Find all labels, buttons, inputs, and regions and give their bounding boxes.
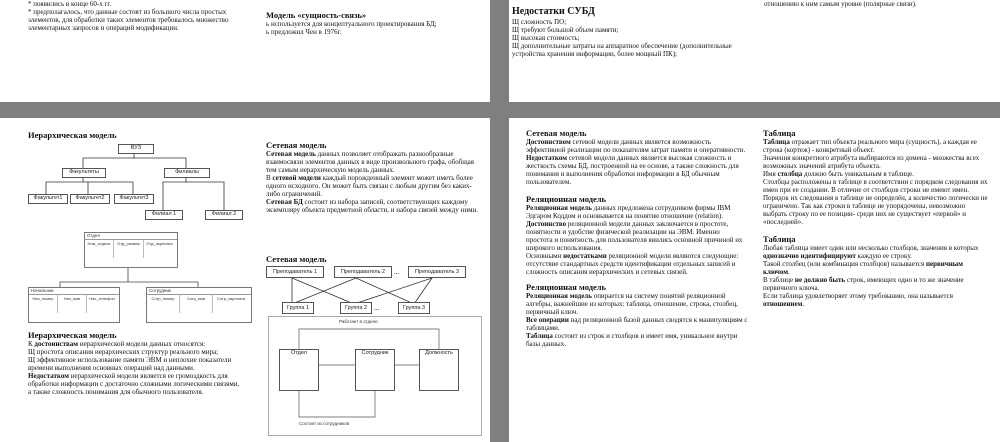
relational-text-column bbox=[526, 128, 748, 348]
text-run: К bbox=[28, 340, 35, 348]
er-model-block bbox=[266, 10, 481, 36]
record-dept bbox=[84, 232, 178, 268]
text-run: сетевой модели данных является возможность эффективной реализации по показателям затрат памяти и оперативности. bbox=[526, 138, 746, 154]
text-run: данных позволяет отображать разнообразные взаимосвязи элементов данных в виде произвольного графа, обобщая тем самым иерархическую модель данных. bbox=[266, 150, 475, 174]
hier-title-block bbox=[28, 130, 116, 140]
paragraph bbox=[526, 204, 748, 220]
record-dept-title: Отдел bbox=[85, 233, 177, 240]
group-node: Группа 1 bbox=[282, 302, 314, 314]
text-run-bold: Сетевая модель bbox=[266, 150, 316, 158]
network-title: Сетевая модель bbox=[266, 140, 327, 150]
er-model-line: ь предложил Чен в 1976г. bbox=[266, 28, 342, 36]
record-field: Нач_имя bbox=[58, 295, 87, 313]
text-run: Основными bbox=[526, 252, 564, 260]
bullet-item: * предполагалось, что данные состоят из большого числа простых элементов, для обработки таких элементов требовалось множество элементарных запросов и операций модификации. bbox=[28, 8, 229, 32]
section-title: Реляционная модель bbox=[526, 282, 607, 292]
hier-advantage-item: Щ эффективное использование памяти ЭВМ и неплохие показатели времени выполнения основных операций над данными. bbox=[28, 356, 232, 372]
text-run-bold: Недостатком bbox=[526, 154, 567, 162]
section-title: Реляционная модель bbox=[526, 194, 607, 204]
paragraph bbox=[763, 170, 989, 178]
text-run-bold: недостатками bbox=[563, 252, 607, 260]
teacher-node: Преподаватель 3 bbox=[408, 266, 466, 278]
drawback-item: Щ требуют большой объем памяти; bbox=[512, 26, 619, 34]
tree-node-faculty: Факультет2 bbox=[70, 194, 110, 204]
text-run-bold: однозначно идентифицируют bbox=[763, 252, 856, 260]
drawback-item: Щ сложность ПО; bbox=[512, 18, 567, 26]
network-para bbox=[266, 150, 478, 174]
record-boss bbox=[28, 287, 120, 323]
text-run: . bbox=[802, 300, 805, 308]
text-run-bold: отношением bbox=[763, 300, 803, 308]
paragraph bbox=[526, 138, 748, 154]
slide-page-2 bbox=[509, 0, 1000, 102]
text-run: иерархической модели является ее громоздкость для обработки информации с достаточно сложными логическими связями, а также сложность понимания для обычного пользователя. bbox=[28, 372, 240, 396]
drawback-item: Щ высокая стоимость; bbox=[512, 34, 580, 42]
tree-node-branch: Филиал 2 bbox=[205, 210, 243, 220]
text-run-bold: Достоинством bbox=[526, 138, 571, 146]
text-run: Любая таблица имеет один или несколько столбцов, значения в которых bbox=[763, 244, 979, 252]
tree-node-faculty: Факультет1 bbox=[28, 194, 68, 204]
text-run-bold: Все операции bbox=[526, 316, 569, 324]
text-run-bold: сетевой модели bbox=[272, 174, 321, 182]
slide-page-1 bbox=[0, 0, 490, 102]
text-run-bold: Сетевая БД bbox=[266, 198, 303, 206]
text-run: Имя bbox=[763, 170, 778, 178]
record-field: Сотр_имя bbox=[180, 295, 213, 313]
text-run-bold: Реляционная модель bbox=[526, 204, 592, 212]
text-run: данных предложена сотрудником фирмы IBM Эдгаром Коддом и основывается на понятии отношение (relation). bbox=[526, 204, 731, 220]
dbms-drawbacks bbox=[512, 6, 737, 58]
table-text-column bbox=[763, 128, 989, 308]
paragraph bbox=[763, 276, 989, 292]
right-fragment bbox=[764, 0, 1000, 8]
record-field: Нач_телефон bbox=[89, 296, 115, 301]
paragraph bbox=[763, 138, 989, 154]
paragraph bbox=[526, 292, 748, 316]
paragraph bbox=[763, 244, 989, 260]
bullet-item: * появились в конце 60-х гг. bbox=[28, 0, 112, 8]
text-run: каждую ее строку. bbox=[855, 252, 912, 260]
text-run: Если таблица удовлетворяет этому требованию, она называется bbox=[763, 292, 953, 300]
text-run: иерархической модели данных относятся: bbox=[78, 340, 206, 348]
network-para bbox=[266, 198, 478, 214]
section-title: Сетевая модель bbox=[526, 128, 587, 138]
record-field: Сотр_номер bbox=[147, 295, 180, 313]
text-run: отражает тип объекта реального мира (сущность), а каждая ее строка (кортеж) - конкретный объект. bbox=[763, 138, 977, 154]
text-run: строк, имеющих одно и то же значение первичного ключа. bbox=[763, 276, 964, 292]
record-boss-title: Начальник bbox=[29, 288, 119, 295]
ellipsis: ... bbox=[374, 304, 380, 312]
text-run-bold: Таблица bbox=[526, 332, 553, 340]
network-para bbox=[266, 174, 478, 198]
hier-advantages-intro bbox=[28, 340, 240, 348]
network-example-diagram bbox=[268, 316, 482, 436]
paragraph bbox=[763, 292, 989, 308]
paragraph bbox=[526, 332, 748, 348]
group-node: Группа 2 bbox=[340, 302, 372, 314]
network-diagram-title-wrap bbox=[266, 254, 327, 264]
text-run: каждый порожденный элемент может иметь более одного исходного. Он может быть связан с любым другим без каких-либо ограничений. bbox=[266, 174, 473, 198]
paragraph: Значения конкретного атрибута выбираются из домена - множества всех возможных значений атрибута объекта. bbox=[763, 154, 980, 170]
er-model-line: ь используется для концептуального проектирования БД; bbox=[266, 20, 437, 28]
text-run-bold: Реляционная модель bbox=[526, 292, 592, 300]
hier-advantage-item: Щ простота описания иерархических структур реального мира; bbox=[28, 348, 219, 356]
tree-root-node: ВУЗ bbox=[118, 144, 154, 154]
text-run: над реляционной базой данных сводятся к манипуляциям с таблицами. bbox=[526, 316, 748, 332]
record-employee-title: Сотрудник bbox=[147, 288, 251, 295]
network-diagram-title: Сетевая модель bbox=[266, 254, 327, 264]
paragraph bbox=[763, 260, 989, 276]
text-run: реляционной модели являются следующие: отсутствие стандартных средств идентификации отдельных записей и сложность описания иерархических и сетевых связей. bbox=[526, 252, 739, 276]
record-employee bbox=[146, 287, 252, 323]
slide-page-4 bbox=[509, 118, 1000, 442]
entity-box: Должность bbox=[419, 349, 459, 391]
record-field: Отд_размер bbox=[114, 240, 144, 258]
right-fragment-text: отношению к ним самым уровне (полярные связи). bbox=[764, 0, 917, 8]
text-run-bold: первичным ключом bbox=[763, 260, 964, 276]
record-field: Сотр_зарплата bbox=[216, 296, 246, 301]
hier-drawback bbox=[28, 372, 240, 396]
text-run-bold: Недостатком bbox=[28, 372, 69, 380]
hier-model-title: Иерархическая модель bbox=[28, 130, 117, 140]
entity-box: Отдел bbox=[279, 349, 319, 391]
group-node: Группа 3 bbox=[398, 302, 430, 314]
record-field: Ном_отдела bbox=[85, 240, 114, 258]
text-run-bold: достоинствам bbox=[34, 340, 79, 348]
relation-label: Состоит из сотрудников bbox=[299, 421, 350, 426]
text-run: должно быть уникальным в таблице. bbox=[802, 170, 914, 178]
paragraph bbox=[526, 252, 748, 276]
dbms-drawbacks-title: Недостатки СУБД bbox=[512, 6, 595, 17]
tree-node-branch: Филиал 1 bbox=[145, 210, 183, 220]
text-run: опирается на систему понятий реляционной алгебры, важнейшие из которых: таблица, отношение, строка, столбец, первичный ключ. bbox=[526, 292, 738, 316]
text-run-bold: Достоинство bbox=[526, 220, 567, 228]
ellipsis: ... bbox=[394, 268, 400, 276]
text-run: В bbox=[266, 174, 273, 182]
paragraph: Порядок их следования в таблице не определён, а количество логически не ограничено. Так как строки в таблице не упорядочены, невозможно выбрать строку по ее позиции- среди них не существует «первой» и «последней». bbox=[763, 194, 988, 226]
network-text-block bbox=[266, 140, 478, 214]
record-field: Отд_зарплата bbox=[146, 241, 173, 246]
section-title: Таблица bbox=[763, 234, 796, 244]
paragraph bbox=[526, 220, 748, 252]
text-run-bold: Таблица bbox=[763, 138, 790, 146]
paragraph bbox=[526, 154, 748, 186]
text-run-bold: столбца bbox=[777, 170, 803, 178]
text-run: реляционной модели данных заключается в простоте, понятности и удобстве физической реализации на ЭВМ. Именно простота и понятность для пользователя явились основной причиной их широкого использования. bbox=[526, 220, 743, 252]
teacher-node: Преподаватель 2 bbox=[334, 266, 392, 278]
er-model-title: Модель «сущность-связь» bbox=[266, 10, 367, 20]
text-run: Такой столбец (или комбинация столбцов) называется bbox=[763, 260, 926, 268]
bullet-list bbox=[28, 0, 246, 32]
teacher-node: Преподаватель 1 bbox=[266, 266, 324, 278]
section-title: Таблица bbox=[763, 128, 796, 138]
text-run: сетевой модели данных является высокая сложность и жесткость схемы БД, построенной на ее основе, а также сложность для понимания и выполнения обработки информации в БД обычным пользователем. bbox=[526, 154, 739, 186]
drawback-item: Щ дополнительные затраты на аппаратное обеспечение (дополнительные устройства хранения информации, более мощный ПК); bbox=[512, 42, 732, 58]
hier-text-block bbox=[28, 330, 240, 396]
hier-section-title: Иерархическая модель bbox=[28, 330, 117, 340]
text-run: В таблице bbox=[763, 276, 795, 284]
paragraph bbox=[526, 316, 748, 332]
tree-node-branches: Филиалы bbox=[164, 168, 210, 178]
record-field: Нач_номер bbox=[29, 295, 58, 313]
tree-node-faculties: Факультеты bbox=[62, 168, 106, 178]
slide-page-3 bbox=[0, 118, 490, 442]
tree-node-faculty: Факультет3 bbox=[114, 194, 154, 204]
text-run: . bbox=[788, 268, 790, 276]
text-run: состоит из набора записей, соответствующих каждому экземпляру объекта предметной области, и набора связей между ними. bbox=[266, 198, 478, 214]
entity-box: Сотрудник bbox=[355, 349, 395, 391]
relation-label: Работает в отделе bbox=[339, 319, 378, 324]
text-run-bold: не должно быть bbox=[794, 276, 846, 284]
text-run: состоит из строк и столбцов и имеет имя, уникальное внутри базы данных. bbox=[526, 332, 738, 348]
paragraph: Столбцы расположены в таблице в соответствии с порядком следования их имен при ее создании. В отличие от столбцов строки не имеют имен. bbox=[763, 178, 988, 194]
